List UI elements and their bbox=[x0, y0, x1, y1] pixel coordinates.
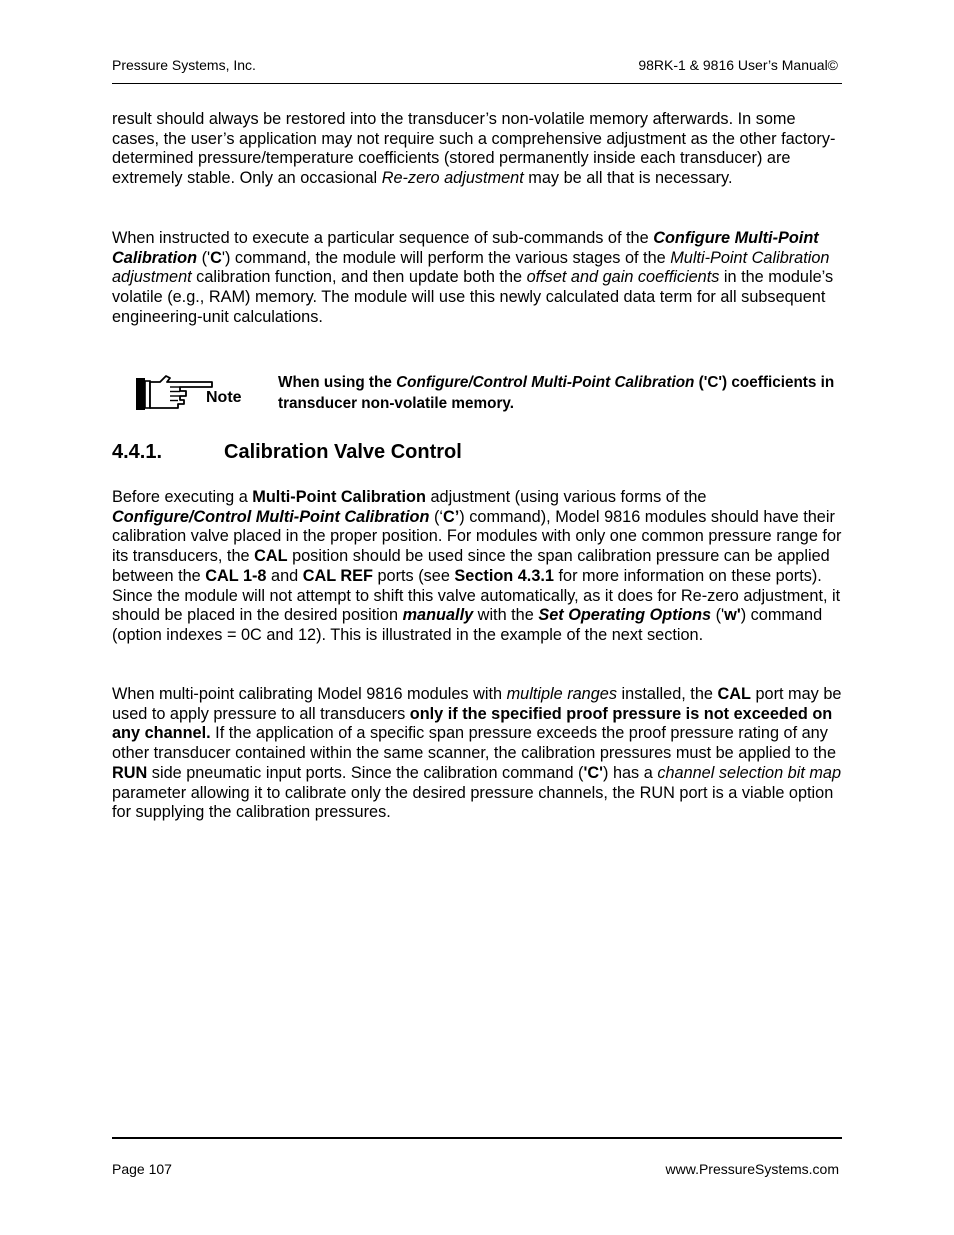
text-bold: RUN bbox=[112, 763, 148, 782]
note-label: Note bbox=[206, 389, 242, 406]
text: side pneumatic input ports. Since the calibration command ( bbox=[147, 763, 584, 782]
text: position should be used since the span calibration pressure can be applied between the bbox=[112, 547, 830, 585]
text: ) has a bbox=[603, 763, 658, 782]
text: ports (see bbox=[372, 566, 455, 585]
text: ') command, the module will perform the various stages of the bbox=[221, 248, 671, 267]
text-bold: C’ bbox=[443, 507, 460, 526]
text: in the module’s volatile (e.g., RAM) memory. The module will use this newly calculated data term for all subsequent engineering-unit calculations. bbox=[112, 268, 834, 326]
footer-website-link[interactable]: www.PressureSystems.com bbox=[665, 1161, 839, 1177]
text: If the application of a specific span pressure exceeds the proof pressure rating of any other transducer contained within the same scanner, the calibration pressures must be applied to the bbox=[112, 724, 837, 763]
text-bold: w' bbox=[724, 606, 741, 625]
section-number: 4.4.1. bbox=[112, 441, 163, 463]
text: When multi-point calibrating Model 9816 modules with bbox=[112, 685, 507, 703]
header-manual-title: 98RK-1 & 9816 User’s Manual© bbox=[638, 57, 838, 73]
text-bold: CAL bbox=[254, 547, 288, 566]
text-italic: multiple ranges bbox=[506, 685, 617, 703]
section-heading bbox=[112, 441, 462, 464]
text: port may be used to apply pressure to all transducers bbox=[112, 685, 842, 723]
text-bold-italic: manually bbox=[402, 606, 474, 625]
text-italic: Configure/Control Multi-Point Calibration bbox=[396, 374, 695, 391]
text: (‘ bbox=[429, 507, 444, 526]
text: When instructed to execute a particular sequence of sub-commands of the bbox=[112, 229, 654, 247]
paragraph-3 bbox=[112, 488, 842, 646]
section-title: Calibration Valve Control bbox=[224, 441, 462, 463]
text: ) command), Model 9816 modules should have their calibration valve placed in the proper position. For modules with only one common pressure range for its transducers, the bbox=[112, 507, 842, 566]
text-bold-italic: Configure Multi-Point Calibration bbox=[112, 229, 819, 267]
text-bold: CAL REF bbox=[302, 566, 373, 585]
text: parameter allowing it to calibrate only the desired pressure channels, the RUN port is a viable option for supplying the calibration pressures. bbox=[112, 783, 834, 822]
paragraph-4 bbox=[112, 685, 842, 823]
text: Before executing a bbox=[112, 488, 253, 506]
text: installed, the bbox=[617, 685, 718, 703]
page-header bbox=[112, 55, 842, 84]
text-italic: channel selection bit map bbox=[657, 763, 842, 782]
text-bold: Section 4.3.1 bbox=[454, 566, 554, 585]
text-bold: Multi-Point Calibration bbox=[252, 488, 426, 506]
page-number: Page 107 bbox=[112, 1161, 172, 1177]
page-footer bbox=[112, 1137, 842, 1177]
text-bold: CAL 1-8 bbox=[205, 566, 267, 585]
text: (' bbox=[711, 606, 725, 625]
text: calibration function, and then update both the bbox=[191, 268, 527, 287]
note-text bbox=[278, 373, 838, 414]
text: adjustment (using various forms of the bbox=[425, 488, 707, 506]
text-bold-italic: Configure/Control Multi-Point Calibration bbox=[112, 507, 430, 526]
text-bold: CAL bbox=[717, 685, 751, 703]
text: When using the bbox=[278, 374, 397, 391]
text: ('C') coefficients in transducer non-volatile memory. bbox=[278, 374, 835, 412]
text-italic: Multi-Point Calibration adjustment bbox=[112, 248, 830, 287]
pointing-hand-icon bbox=[134, 372, 214, 412]
paragraph-2 bbox=[112, 229, 842, 328]
header-company: Pressure Systems, Inc. bbox=[112, 57, 256, 73]
text-italic: Re-zero adjustment bbox=[381, 169, 524, 188]
text: may be all that is necessary. bbox=[523, 169, 733, 188]
text-bold: C bbox=[210, 248, 222, 267]
text-italic: offset and gain coefficients bbox=[526, 268, 720, 287]
text: ) command (option indexes = 0C and 12). This is illustrated in the example of the next section. bbox=[112, 606, 823, 644]
text-bold: only if the specified proof pressure is not exceeded on any channel. bbox=[112, 704, 833, 743]
paragraph-1 bbox=[112, 110, 842, 189]
text: result should always be restored into the transducer’s non-volatile memory afterwards. In some cases, the user’s application may not require such a comprehensive adjustment as the other factory-determined pressure/temperature coefficients (stored permanently inside each transducer) are extremely stable. Only an occasional bbox=[112, 110, 836, 188]
text: with the bbox=[473, 606, 539, 625]
text-bold: 'C' bbox=[583, 763, 603, 782]
text: and bbox=[266, 566, 303, 585]
text: for more information on these ports). Since the module will not attempt to shift this valve automatically, as it does for Re-zero adjustment, it should be placed in the desired position bbox=[112, 566, 841, 625]
text: (' bbox=[197, 248, 211, 267]
note-box bbox=[134, 372, 842, 416]
text-bold-italic: Set Operating Options bbox=[538, 606, 712, 625]
